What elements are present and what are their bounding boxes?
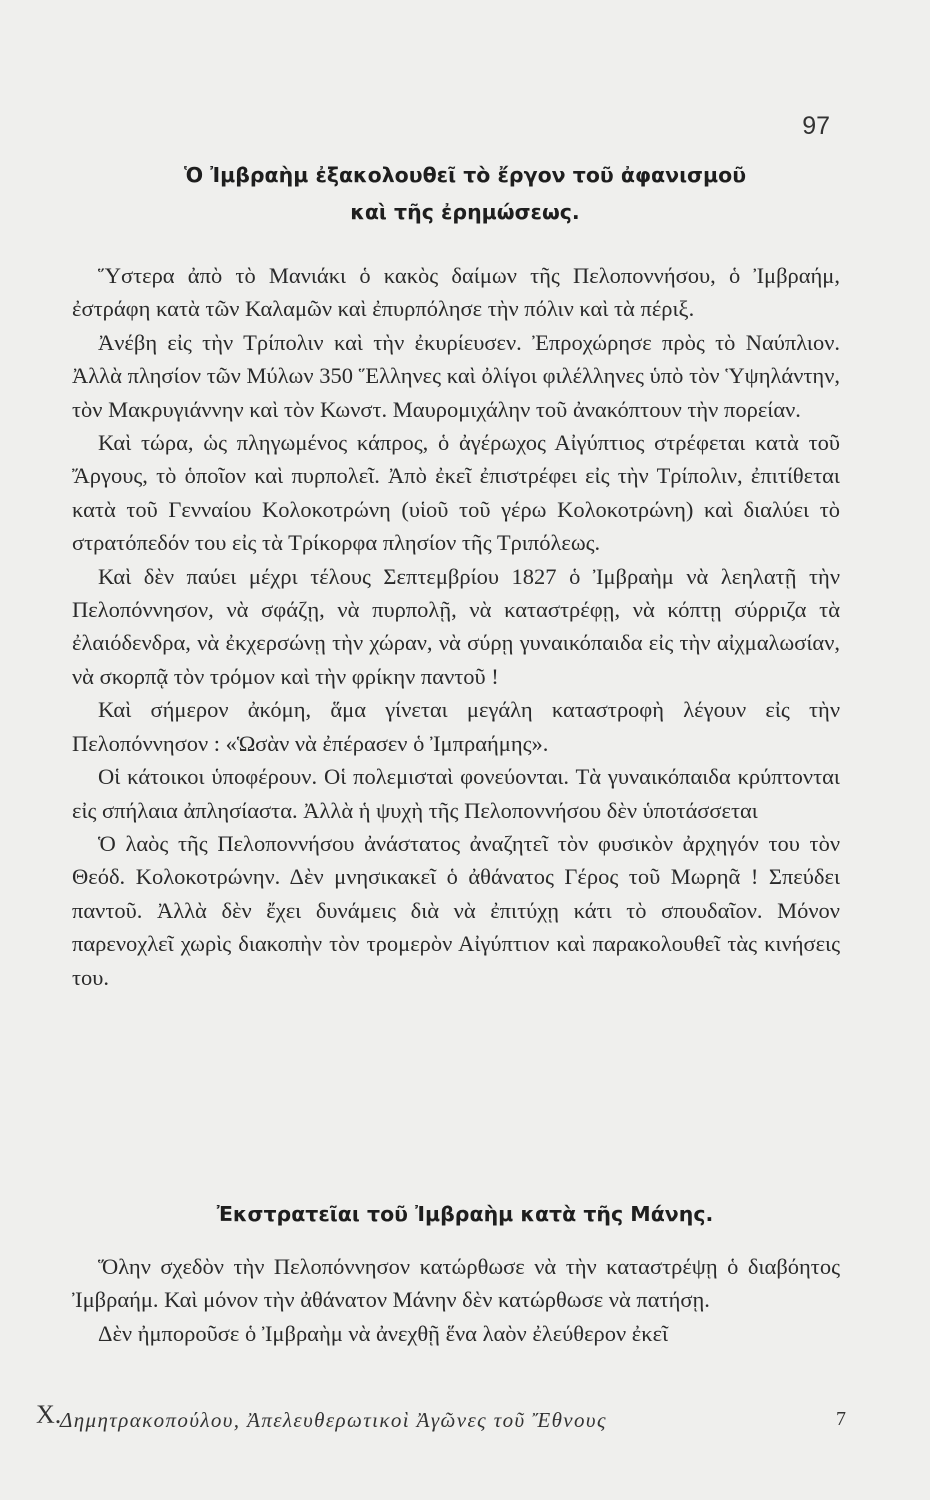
paragraph: Ὕστερα ἀπὸ τὸ Μανιάκι ὁ κακὸς δαίμων τῆς Πελοποννήσου, ὁ Ἰμβραήμ, ἐστράφη κατὰ τῶν Καλαμῶν καὶ ἐπυρπόλησε τὴν πόλιν καὶ τὰ πέριξ. [72,263,840,322]
section-body-mani [72,1250,840,1350]
paragraph: Ἀνέβη εἰς τὴν Τρίπολιν καὶ τὴν ἐκυρίευσεν. Ἐπροχώρησε πρὸς τὸ Ναύπλιον. Ἀλλὰ πλησίον τῶν Μύλων 350 Ἕλληνες καὶ ὀλίγοι φιλέλληνες ὑπὸ τὸν Ὑψηλάντην, τὸν Μακρυγιάννην καὶ τὸν Κωνστ. Μαυρομιχάλην τοῦ ἀνακόπτουν τὴν πορείαν. [72,329,840,422]
signature-number: 7 [836,1408,846,1430]
paragraph: Οἱ κάτοικοι ὑποφέρουν. Οἱ πολεμισταὶ φονεύονται. Τὰ γυναικόπαιδα κρύπτονται εἰς σπήλαια ἀπλησίαστα. Ἀλλὰ ἡ ψυχὴ τῆς Πελοποννήσου δὲν ὑποτάσσεται [72,764,840,823]
paragraph: Καὶ δὲν παύει μέχρι τέλους Σεπτεμβρίου 1827 ὁ Ἰμβραὴμ νὰ λεηλατῇ τὴν Πελοπόννησον, νὰ σφάζῃ, νὰ πυρπολῇ, νὰ καταστρέφῃ, νὰ κόπτῃ σύρριζα τὰ ἐλαιόδενδρα, νὰ ἐκχερσώνῃ τὴν χώραν, νὰ σύρῃ γυναικόπαιδα εἰς τὴν αἰχμαλωσίαν, νὰ σκορπᾷ τὸν τρόμον καὶ τὴν φρίκην παντοῦ ! [72,563,840,689]
heading-line: Ἐκστρατεῖαι τοῦ Ἰμβραὴμ κατὰ τῆς Μάνης. [216,1202,714,1226]
signature-mark: Χ. [36,1400,62,1429]
paragraph: Καὶ τώρα, ὡς πληγωμένος κάπρος, ὁ ἀγέρωχος Αἰγύπτιος στρέφεται κατὰ τοῦ Ἄργους, τὸ ὁποῖον καὶ πυρπολεῖ. Ἀπὸ ἐκεῖ ἐπιστρέφει εἰς τὴν Τρίπολιν, ἐπιτίθεται κατὰ τοῦ Γενναίου Κολοκοτρώνη (υἱοῦ τοῦ γέρω Κολοκοτρώνη) καὶ διαλύει τὸ στρατόπεδόν του εἰς τὰ Τρίκορφα πλησίον τῆς Τριπόλεως. [72,430,840,556]
section-heading-imbrahim [95,157,835,231]
page-number: 97 [802,112,830,140]
paragraph: Καὶ σήμερον ἀκόμη, ἅμα γίνεται μεγάλη καταστροφὴ λέγουν εἰς τὴν Πελοπόννησον : «Ὡσὰν νὰ ἐπέρασεν ὁ Ἰμπραήμης». [72,697,840,756]
section-body-imbrahim [72,259,840,994]
heading-line-2: καὶ τῆς ἐρημώσεως. [350,200,580,224]
paragraph: Δὲν ἠμποροῦσε ὁ Ἰμβραὴμ νὰ ἀνεχθῇ ἕνα λαὸν ἐλεύθερον ἐκεῖ [98,1320,669,1346]
book-title: Δημητρακοπούλου, Ἀπελευθερωτικοὶ Ἀγῶνες τοῦ Ἔθνους [60,1408,607,1432]
section-heading-mani [95,1196,835,1233]
paragraph: Ὁ λαὸς τῆς Πελοποννήσου ἀνάστατος ἀναζητεῖ τὸν φυσικὸν ἀρχηγόν του τὸν Θεόδ. Κολοκοτρώνην. Δὲν μνησικακεῖ ὁ ἀθάνατος Γέρος τοῦ Μωρηᾶ ! Σπεύδει παντοῦ. Ἀλλὰ δὲν ἔχει δυνάμεις διὰ νὰ ἐπιτύχῃ κάτι τὸ σπουδαῖον. Μόνον παρενοχλεῖ χωρὶς διακοπὴν τὸν τρομερὸν Αἰγύπτιον καὶ παρακολουθεῖ τὰς κινήσεις του. [72,830,840,990]
paragraph: Ὅλην σχεδὸν τὴν Πελοπόννησον κατώρθωσε νὰ τὴν καταστρέψῃ ὁ διαβόητος Ἰμβραήμ. Καὶ μόνον τὴν ἀθάνατον Μάνην δὲν κατώρθωσε νὰ πατήσῃ. [72,1254,840,1313]
heading-line-1: Ὁ Ἰμβραὴμ ἐξακολουθεῖ τὸ ἔργον τοῦ ἀφανισμοῦ [183,163,747,187]
